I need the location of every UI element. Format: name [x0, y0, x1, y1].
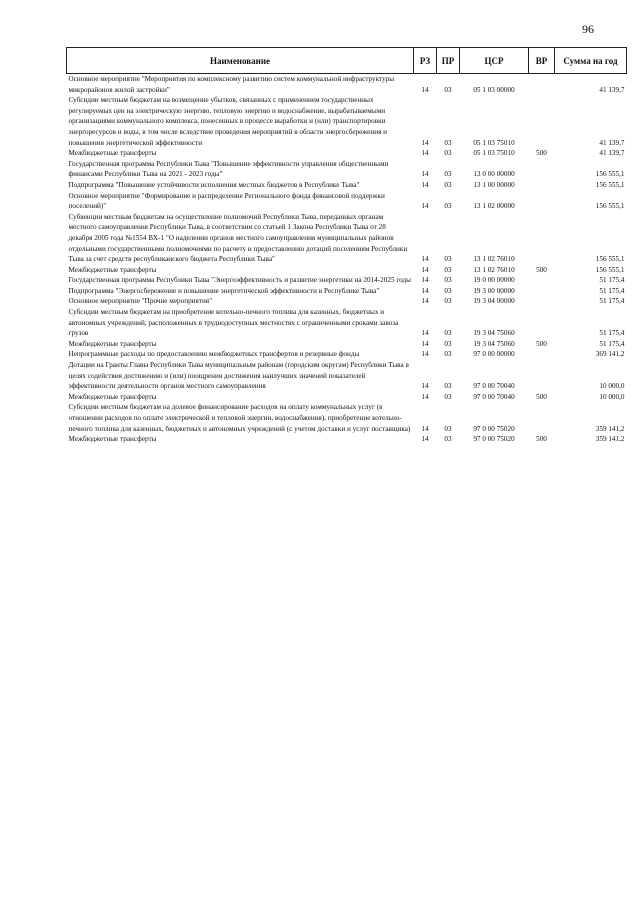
header-pr: ПР	[437, 48, 460, 74]
row-rz: 14	[421, 265, 429, 274]
row-vr: 500	[536, 435, 547, 444]
row-vr	[529, 349, 555, 360]
row-csr: 97 0 00 75020	[473, 424, 515, 433]
row-rz: 14	[421, 424, 429, 433]
row-rz: 14	[421, 255, 429, 264]
row-pr: 03	[444, 138, 452, 147]
row-sum: 156 555,1	[595, 202, 625, 211]
row-pr: 03	[444, 255, 452, 264]
row-pr: 03	[444, 85, 452, 94]
row-sum: 10 000,0	[599, 392, 625, 401]
row-vr	[529, 74, 555, 96]
row-name: Субсидии местным бюджетам на долевое финансирование расходов на оплату коммунальных услуг (в отношении расходов по оплате электрической и тепловой энергии, водоснабжения), приобретение котельно-печного топлива для казенных, бюджетных и автономных учреждений (с учетом доставки и услуг поставщика)	[68, 403, 411, 433]
row-sum: 51 175,4	[599, 276, 625, 285]
row-vr	[529, 286, 555, 297]
row-csr: 13 1 00 00000	[473, 180, 515, 189]
table-row	[67, 265, 627, 276]
row-name: Основное мероприятие "Мероприятия по комплексному развитию систем коммунальной инфраструктуры микрорайонов жилой застройки"	[68, 75, 395, 94]
row-rz: 14	[421, 350, 429, 359]
row-vr	[529, 212, 555, 265]
table-row	[67, 74, 627, 96]
table-row	[67, 148, 627, 159]
page-number: 96	[582, 22, 594, 36]
row-sum: 51 175,4	[599, 329, 625, 338]
row-vr: 500	[536, 339, 547, 348]
row-csr: 05 1 03 75010	[473, 149, 515, 158]
table-row	[67, 212, 627, 265]
row-csr: 05 1 03 00000	[473, 85, 515, 94]
row-vr: 500	[536, 265, 547, 274]
row-csr: 97 0 00 70040	[473, 382, 515, 391]
row-name: Субсидии местным бюджетам на приобретение котельно-печного топлива для казенных, бюджетных и автономных учреждений, расположенных в труднодоступных местностях с ограниченными сроками завоза грузов	[68, 308, 399, 338]
row-name: Государственная программа Республики Тыва "Энергоэффективность и развитие энергетики на 2014-2025 годы	[68, 276, 411, 285]
row-sum: 51 175,4	[599, 339, 625, 348]
table-body	[67, 74, 627, 445]
row-vr: 500	[536, 149, 547, 158]
row-sum: 51 175,4	[599, 286, 625, 295]
row-name: Основное мероприятие "Формирование и распределение Регионального фонда финансовой поддержки поселений)"	[68, 191, 385, 211]
row-pr: 03	[444, 382, 452, 391]
row-pr: 03	[444, 265, 452, 274]
row-vr	[529, 296, 555, 307]
row-vr	[529, 275, 555, 286]
header-name: Наименование	[67, 48, 414, 74]
row-csr: 97 0 00 75020	[473, 435, 515, 444]
row-vr: 500	[536, 392, 547, 401]
row-sum: 359 141,2	[595, 435, 625, 444]
table-row	[67, 180, 627, 191]
row-name: Субвенции местным бюджетам на осуществление полномочий Республики Тыва, переданных органам местного самоуправления Республики Тыва, в соответствии со статьей 1 Закона Республики Тыва от 28 декабря 2005 года №1554 ВХ-1 "О наделении органов местного самоуправления муниципальных районов отдельными государственными полномочиями по расчету и предоставлению дотаций поселениям Республики Тыва за счет средств республиканского бюджета Республики Тыва"	[68, 212, 408, 264]
table-row	[67, 360, 627, 392]
row-sum: 156 555,1	[595, 255, 625, 264]
row-name: Подпрограмма "Повышение устойчивости исполнения местных бюджетов в Республике Тыва"	[68, 180, 360, 189]
row-vr	[529, 95, 555, 148]
row-sum: 10 000,0	[599, 382, 625, 391]
row-rz: 14	[421, 392, 429, 401]
row-name: Межбюджетные трансферты	[68, 339, 157, 348]
row-csr: 19 0 00 00000	[473, 276, 515, 285]
table-row	[67, 392, 627, 403]
row-pr: 03	[444, 339, 452, 348]
row-sum: 359 141,2	[595, 424, 625, 433]
row-rz: 14	[421, 180, 429, 189]
budget-table	[66, 47, 627, 445]
header-rz: РЗ	[414, 48, 437, 74]
row-vr	[529, 180, 555, 191]
table-row	[67, 275, 627, 286]
row-sum: 41 139,7	[599, 149, 625, 158]
row-rz: 14	[421, 435, 429, 444]
row-sum: 156 555,1	[595, 170, 625, 179]
row-sum: 41 139,7	[599, 138, 625, 147]
row-pr: 03	[444, 202, 452, 211]
row-rz: 14	[421, 170, 429, 179]
table-row	[67, 349, 627, 360]
row-rz: 14	[421, 276, 429, 285]
row-name: Субсидии местным бюджетам на возмещение убытков, связанных с применением государственных регулируемых цен на электрическую энергию, тепловую энергию и водоснабжение, вырабатываемыми организациями коммунального комплекса, понесенных в процессе выработки и (или) транспортировки энергоресурсов и воды, в том числе вследствие проведения мероприятий в области энергосбережения и повышения энергетической эффективности	[68, 96, 388, 147]
row-vr	[529, 159, 555, 180]
row-vr	[529, 402, 555, 434]
table-row	[67, 339, 627, 350]
table-row	[67, 191, 627, 212]
row-csr: 19 3 04 00000	[473, 297, 515, 306]
row-name: Подпрограмма "Энергосбережение и повышение энергетической эффективности в Республике Тыва"	[68, 286, 380, 295]
row-name: Межбюджетные трансферты	[68, 392, 157, 401]
row-pr: 03	[444, 180, 452, 189]
row-pr: 03	[444, 170, 452, 179]
row-sum: 51 175,4	[599, 297, 625, 306]
row-csr: 13 1 02 76010	[473, 265, 515, 274]
row-name: Межбюджетные трансферты	[68, 149, 157, 158]
table-row	[67, 402, 627, 434]
row-rz: 14	[421, 297, 429, 306]
row-rz: 14	[421, 138, 429, 147]
header-vr: ВР	[529, 48, 555, 74]
row-name: Межбюджетные трансферты	[68, 265, 157, 274]
row-pr: 03	[444, 435, 452, 444]
row-name: Государственная программа Республики Тыва "Повышение эффективности управления общественными финансами Республики Тыва на 2021 - 2023 годы"	[68, 159, 389, 179]
table-row	[67, 434, 627, 445]
row-sum: 156 555,1	[595, 180, 625, 189]
row-pr: 03	[444, 329, 452, 338]
row-vr	[529, 360, 555, 392]
row-pr: 03	[444, 297, 452, 306]
row-rz: 14	[421, 329, 429, 338]
row-csr: 13 0 00 00000	[473, 170, 515, 179]
row-sum: 369 141,2	[595, 350, 625, 359]
row-pr: 03	[444, 350, 452, 359]
table-row	[67, 95, 627, 148]
row-pr: 03	[444, 286, 452, 295]
row-sum: 41 139,7	[599, 85, 625, 94]
row-pr: 03	[444, 276, 452, 285]
table-row	[67, 286, 627, 297]
row-csr: 13 1 02 00000	[473, 202, 515, 211]
row-csr: 13 1 02 76010	[473, 255, 515, 264]
row-pr: 03	[444, 392, 452, 401]
table-row	[67, 159, 627, 180]
row-rz: 14	[421, 202, 429, 211]
row-pr: 03	[444, 149, 452, 158]
table-row	[67, 296, 627, 307]
row-csr: 19 3 04 75060	[473, 329, 515, 338]
row-pr: 03	[444, 424, 452, 433]
row-csr: 97 0 00 00000	[473, 350, 515, 359]
row-rz: 14	[421, 149, 429, 158]
row-csr: 97 0 00 70040	[473, 392, 515, 401]
row-name: Непрограммные расходы по предоставлению межбюджетных трансфертов и резервные фонды	[68, 350, 360, 359]
header-csr: ЦСР	[460, 48, 529, 74]
row-rz: 14	[421, 339, 429, 348]
row-rz: 14	[421, 382, 429, 391]
row-name: Дотации на Гранты Главы Республики Тыва муниципальным районам (городским округам) Республики Тыва в целях содействия достижению и (или) поощрения достижения наилучших значений показателей эффективности деятельности органов местного самоуправления	[68, 361, 409, 391]
row-csr: 19 3 04 75060	[473, 339, 515, 348]
row-csr: 19 3 00 00000	[473, 286, 515, 295]
row-rz: 14	[421, 85, 429, 94]
table-row	[67, 307, 627, 339]
row-vr	[529, 307, 555, 339]
row-rz: 14	[421, 286, 429, 295]
row-csr: 05 1 03 75010	[473, 138, 515, 147]
row-name: Основное мероприятие "Прочие мероприятия"	[68, 297, 213, 306]
row-vr	[529, 191, 555, 212]
row-name: Межбюджетные трансферты	[68, 435, 157, 444]
table-header-row	[67, 48, 627, 74]
row-sum: 156 555,1	[595, 265, 625, 274]
header-sum: Сумма на год	[555, 48, 627, 74]
